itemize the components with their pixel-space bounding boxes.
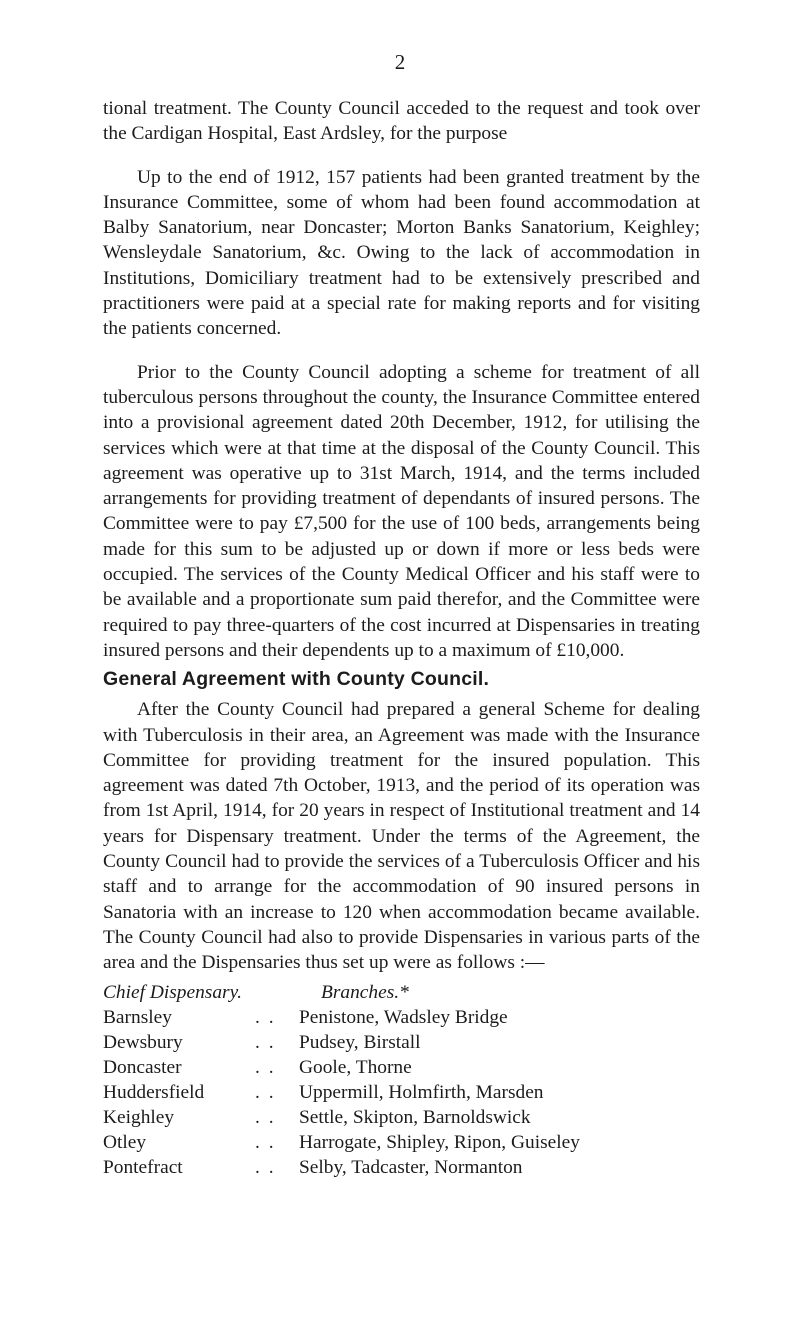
- chief-dispensary: Keighley: [103, 1106, 175, 1128]
- table-row: [103, 1105, 700, 1130]
- dot-leader: . .: [255, 1156, 276, 1178]
- chief-dispensary: Dewsbury: [103, 1031, 183, 1053]
- chief-dispensary: Doncaster: [103, 1056, 182, 1078]
- branch-list: Uppermill, Holmfirth, Marsden: [299, 1081, 544, 1103]
- paragraph-provisional-agreement: Prior to the County Council adopting a scheme for treatment of all tuberculous persons throughout the county, the Insurance Committee entered into a provisional agreement dated 20th December, 1912, for utilising the services which were at that time at the disposal of the County Council. This agreement was operative up to 31st March, 1914, and the terms included arrangements for providing treatment of dependants of insured persons. The Committee were to pay £7,500 for the use of 100 beds, arrangements being made for this sum to be adjusted up or down if more or less beds were occupied. The services of the County Medical Officer and his staff were to be available and a proportionate sum paid therefor, and the Committee were required to pay three-quarters of the cost incurred at Dispensaries in treating insured persons and their dependents up to a maximum of £10,000.: [103, 361, 700, 661]
- chief-dispensary: Otley: [103, 1131, 147, 1153]
- chief-dispensary: Huddersfield: [103, 1081, 205, 1103]
- section-heading: General Agreement with County Council.: [103, 668, 490, 691]
- paragraph-general-agreement: After the County Council had prepared a general Scheme for dealing with Tuberculosis in their area, an Agreement was made with the Insurance Committee for providing treatment for the insured population. This agreement was dated 7th October, 1913, and the period of its operation was from 1st April, 1914, for 20 years in respect of Institutional treatment and 14 years for Dispensary treatment. Under the terms of the Agreement, the County Council had to provide the services of a Tuberculosis Officer and his staff and to arrange for the accommodation of 90 insured persons in Sanatoria with an increase to 120 when accommodation became available. The County Council had also to provide Dispensaries in various parts of the area and the Dispensaries thus set up were as follows :—: [103, 699, 700, 974]
- table-row: [103, 1130, 700, 1155]
- table-row: [103, 1080, 700, 1105]
- table-row: [103, 1030, 700, 1055]
- dot-leader: . .: [255, 1131, 276, 1153]
- chief-dispensary-header: Chief Dispensary.: [103, 981, 242, 1003]
- branch-list: Selby, Tadcaster, Normanton: [299, 1156, 523, 1178]
- paragraph-treatment-1912: Up to the end of 1912, 157 patients had been granted treatment by the Insurance Committee, some of whom had been found accommodation at Balby Sanatorium, near Doncaster; Morton Banks Sanatorium, Keighley; Wensleydale Sanatorium, &c. Owing to the lack of accommodation in Institutions, Domiciliary treatment had to be extensively prescribed and practitioners were paid at a special rate for making reports and for visiting the patients concerned.: [103, 166, 700, 340]
- branch-list: Harrogate, Shipley, Ripon, Guiseley: [299, 1131, 580, 1153]
- dispensary-table-header: [103, 980, 700, 1005]
- branch-list: Settle, Skipton, Barnoldswick: [299, 1106, 531, 1128]
- chief-dispensary: Pontefract: [103, 1156, 183, 1178]
- dot-leader: . .: [255, 1106, 276, 1128]
- table-row: [103, 1155, 700, 1180]
- dot-leader: . .: [255, 1056, 276, 1078]
- dot-leader: . .: [255, 1031, 276, 1053]
- branch-list: Pudsey, Birstall: [299, 1031, 421, 1053]
- paragraph-continuation: tional treatment. The County Council acceded to the request and took over the Cardigan Hospital, East Ardsley, for the purpose: [103, 98, 700, 145]
- branch-list: Penistone, Wadsley Bridge: [299, 1006, 508, 1028]
- table-row: [103, 1055, 700, 1080]
- branches-header: Branches.*: [321, 981, 409, 1003]
- chief-dispensary: Barnsley: [103, 1006, 172, 1028]
- dispensary-table: [103, 980, 700, 1180]
- table-row: [103, 1005, 700, 1030]
- branch-list: Goole, Thorne: [299, 1056, 412, 1078]
- page-number: 2: [394, 50, 406, 74]
- dot-leader: . .: [255, 1006, 276, 1028]
- document-body: [103, 96, 700, 1180]
- dot-leader: . .: [255, 1081, 276, 1103]
